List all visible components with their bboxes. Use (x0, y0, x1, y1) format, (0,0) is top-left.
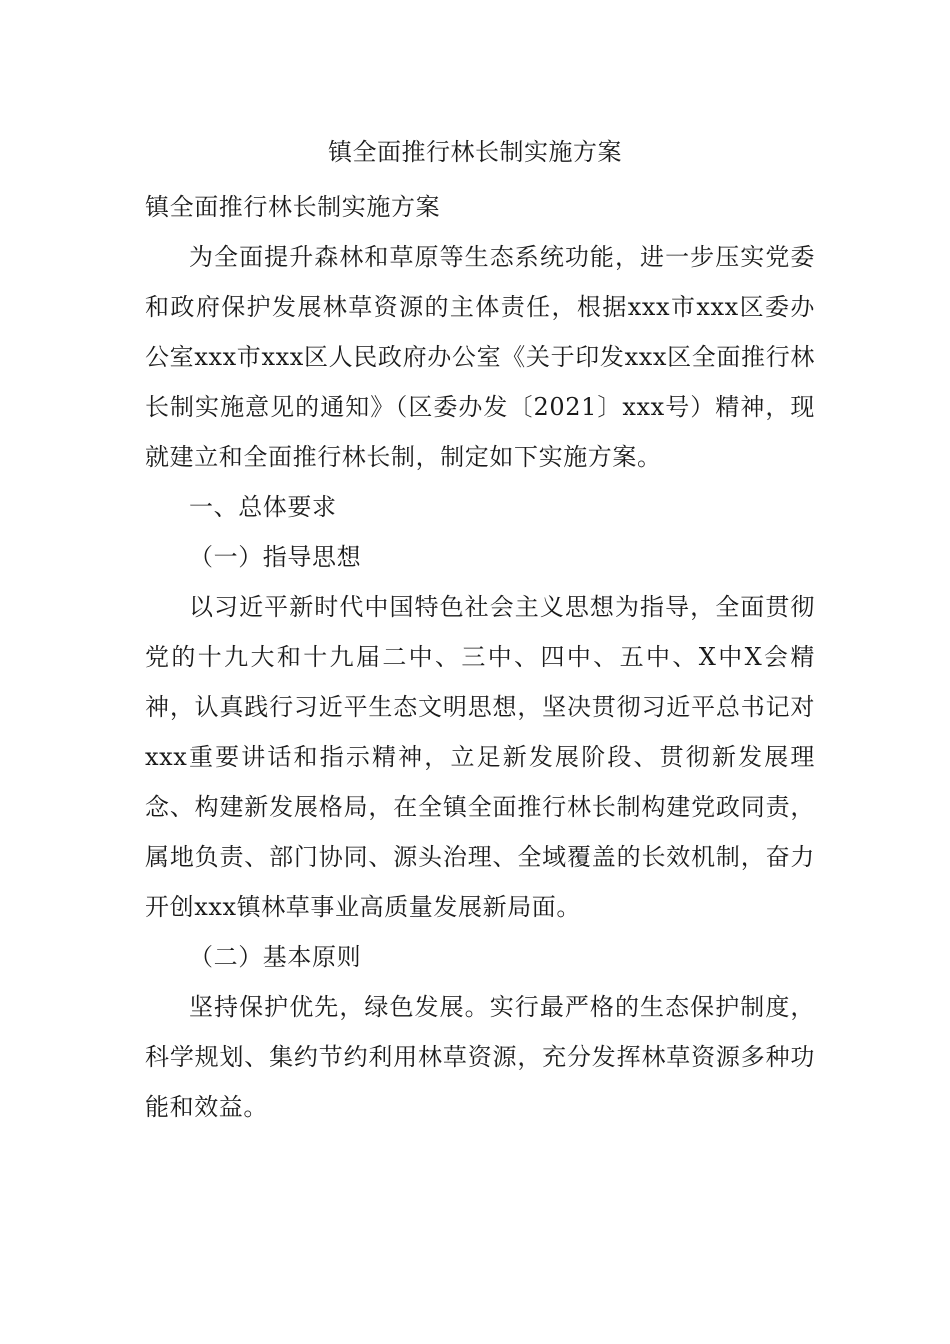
guiding-ideology-paragraph: 以习近平新时代中国特色社会主义思想为指导，全面贯彻党的十九大和十九届二中、三中、四中、五中、X中X会精神，认真践行习近平生态文明思想，坚决贯彻习近平总书记对xxx重要讲话和指示精神，立足新发展阶段、贯彻新发展理念、构建新发展格局，在全镇全面推行林长制构建党政同责，属地负责、部门协同、源头治理、全域覆盖的长效机制，奋力开创xxx镇林草事业高质量发展新局面。 (145, 593, 815, 921)
intro-paragraph: 为全面提升森林和草原等生态系统功能，进一步压实党委和政府保护发展林草资源的主体责任，根据xxx市xxx区委办公室xxx市xxx区人民政府办公室《关于印发xxx区全面推行林长制实施意见的通知》（区委办发〔2021〕xxx号）精神，现就建立和全面推行林长制，制定如下实施方案。 (145, 243, 815, 471)
subsection-heading-guiding-ideology: （一）指导思想 (189, 543, 362, 571)
subtitle-paragraph: 镇全面推行林长制实施方案 (145, 193, 441, 221)
subsection-heading-basic-principles: （二）基本原则 (189, 943, 362, 971)
document-title: 镇全面推行林长制实施方案 (328, 138, 622, 166)
section-heading-general-requirements: 一、总体要求 (189, 493, 337, 521)
basic-principles-paragraph: 坚持保护优先，绿色发展。实行最严格的生态保护制度，科学规划、集约节约利用林草资源，充分发挥林草资源多种功能和效益。 (145, 993, 815, 1121)
document-body (145, 182, 815, 1132)
